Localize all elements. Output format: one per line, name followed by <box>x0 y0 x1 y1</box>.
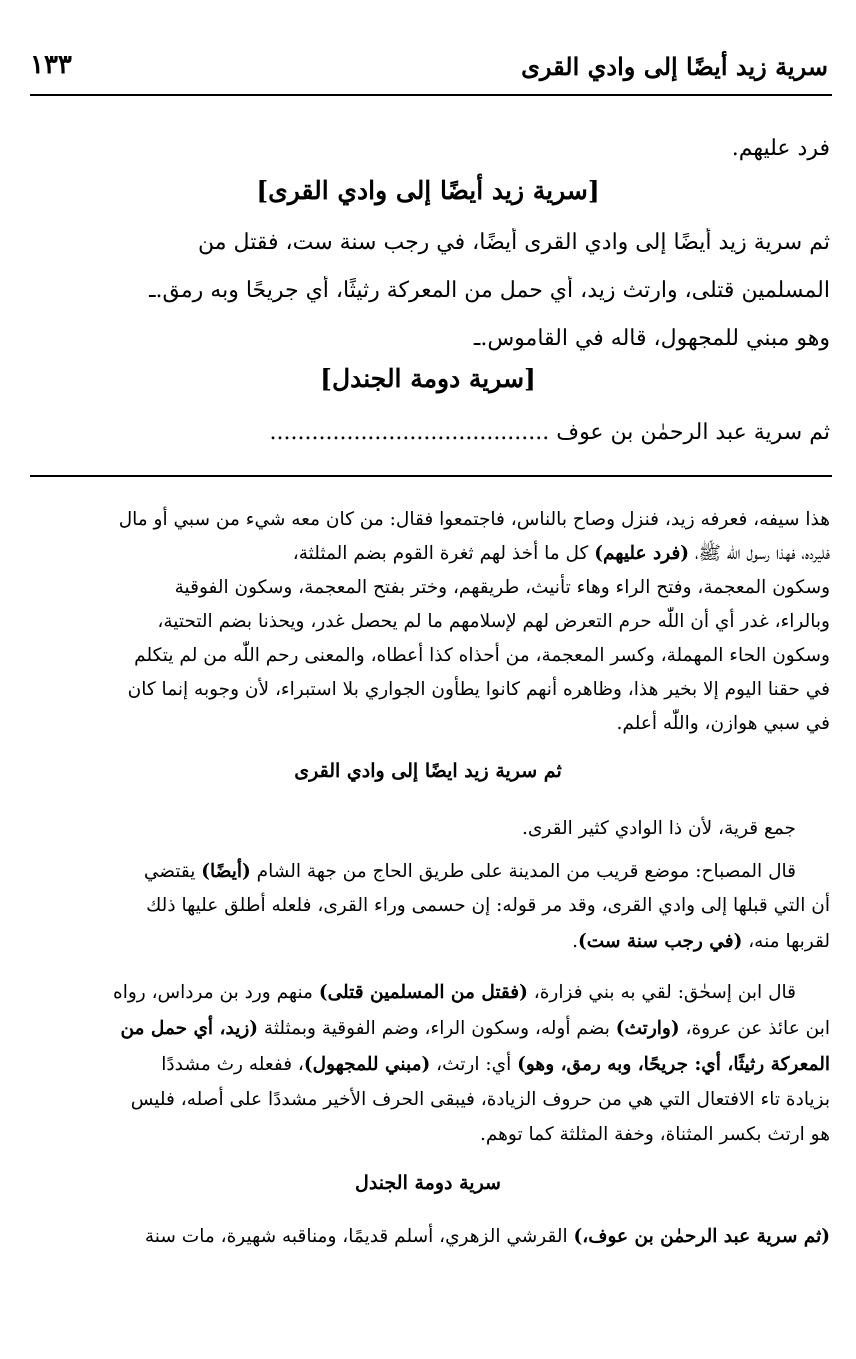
text-run: قال ابن إسحٰق: لقي به بني فزارة، <box>527 982 796 1003</box>
ellipsis-dots: ........................................ <box>269 420 550 445</box>
text-run: كل ما أخذ لهم ثغرة القوم بضم المثلثة، <box>292 543 595 564</box>
quoted-matn: (في رجب سنة ست) <box>578 931 743 952</box>
commentary-line: في سبي هوازن، واللّٰه أعلم. <box>616 713 830 734</box>
commentary-line <box>30 927 830 957</box>
text-run: ، ففعله رث مشددًا <box>161 1054 304 1075</box>
main-line: ثم سرية زيد أيضًا إلى وادي القرى أيضًا، في رجب سنة ست، فقتل من <box>198 230 830 255</box>
text-run: . <box>572 931 579 952</box>
main-line-text: ثم سرية عبد الرحمٰن بن عوف <box>556 420 830 445</box>
quoted-matn: (أيضًا) <box>201 861 251 882</box>
text-run: فليرده، فهذا رسول اللّٰه ﷺ، <box>689 543 830 564</box>
quoted-matn: (وارتث) <box>615 1018 680 1039</box>
main-line: المسلمين قتلى، وارتث زيد، أي حمل من المعركة رثيثًا، أي جريحًا وبه رمق.ـ <box>149 278 830 303</box>
section-heading: [سرية دومة الجندل] <box>320 364 536 393</box>
quoted-matn: المعركة رثيثًا، أي: جريحًا، وبه رمق، وهو) <box>517 1054 830 1075</box>
commentary-line: بزيادة تاء الافتعال التي هي من حروف الزيادة، فيبقى الحرف الأخير مشددًا على أصله، فليس <box>130 1089 830 1110</box>
commentary-line: هو ارتث بكسر المثناة، وخفة المثلثة كما توهم. <box>479 1124 830 1145</box>
text-run: بضم أوله، وسكون الراء، وضم الفوقية وبمثلثة <box>258 1018 616 1039</box>
commentary-line: هذا سيفه، فعرفه زيد، فنزل وصاح بالناس، فاجتمعوا فقال: من كان معه شيء من سبي أو مال <box>118 509 830 530</box>
commentary-line <box>30 1222 830 1252</box>
text-run: منهم ورد بن مرداس، رواه <box>113 982 319 1003</box>
quoted-matn: (فقتل من المسلمين قتلى) <box>318 982 528 1003</box>
text-run: قال المصباح: موضع قريب من المدينة على طريق الحاج من جهة الشام <box>250 861 796 882</box>
text-run: يقتضي <box>143 861 202 882</box>
commentary-line: وسكون المعجمة، وفتح الراء وهاء تأنيث، طريقهم، وختر بفتح المعجمة، وسكون الفوقية <box>174 577 830 598</box>
commentary-heading: سرية دومة الجندل <box>355 1172 501 1194</box>
commentary-line <box>30 1050 830 1080</box>
text-run: أي: ارتث، <box>430 1054 518 1075</box>
quoted-matn: (فرد عليهم) <box>594 543 690 564</box>
commentary-line <box>30 978 796 1008</box>
commentary-line: أن التي قبلها إلى وادي القرى، وقد مر قوله: إن حسمى وراء القرى، فلعله أطلق عليها ذلك <box>146 895 830 916</box>
commentary-line: وبالراء، غدر أي أن اللّٰه حرم التعرض لهم لإسلامهم ما لم يحصل غدر، ويحذنا بضم التحتية، <box>157 611 830 632</box>
commentary-line <box>30 539 830 569</box>
commentary-line: وسكون الحاء المهملة، وكسر المعجمة، من أحذاه كذا أعطاه، والمعنى رحم اللّٰه من لم يتكلم <box>134 645 830 666</box>
commentary-rule <box>30 475 832 477</box>
section-heading: [سرية زيد أيضًا إلى وادي القرى] <box>256 176 600 205</box>
quoted-matn: (زيد، أي حمل من <box>120 1018 259 1039</box>
text-run: لقربها منه، <box>742 931 830 952</box>
commentary-line <box>30 1014 830 1044</box>
commentary-heading: ثم سرية زيد ايضًا إلى وادي القرى <box>294 760 562 782</box>
main-line <box>30 418 830 448</box>
running-title: سرية زيد أيضًا إلى وادي القرى <box>521 52 828 81</box>
main-line: وهو مبني للمجهول، قاله في القاموس.ـ <box>473 326 830 351</box>
text-run: القرشي الزهري، أسلم قديمًا، ومناقبه شهيرة، مات سنة <box>144 1226 574 1247</box>
quoted-matn: (مبني للمجهول) <box>303 1054 431 1075</box>
commentary-line: جمع قرية، لأن ذا الوادي كثير القرى. <box>522 818 796 839</box>
header-rule <box>30 94 832 96</box>
page-number: ١٣٣ <box>30 50 72 80</box>
text-run: ابن عائذ عن عروة، <box>679 1018 830 1039</box>
quoted-matn: (ثم سرية عبد الرحمٰن بن عوف،) <box>573 1226 830 1247</box>
commentary-line: في حقنا اليوم إلا بخير هذا، وظاهره أنهم كانوا يطأون الجواري بلا استبراء، لأن وجوبه إنما كان <box>127 679 830 700</box>
main-line: فرد عليهم. <box>731 136 830 161</box>
commentary-line <box>30 857 796 887</box>
